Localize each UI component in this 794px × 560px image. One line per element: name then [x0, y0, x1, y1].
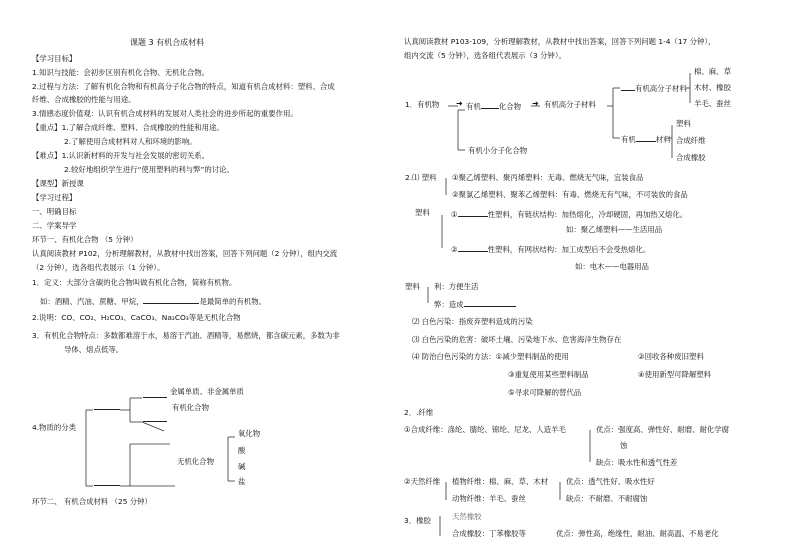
white-pollution-prevent: ⑷ 防治白色污染的方法：①减少塑料制品的使用	[412, 352, 569, 361]
salt: 盐	[238, 477, 246, 486]
synthetic-a: 有机	[621, 135, 636, 144]
synthetic-fiber-dis: 缺点：吸水性和透气性差	[596, 458, 678, 467]
example-blank[interactable]	[143, 296, 199, 304]
classification-label: 4.物质的分类	[32, 423, 77, 432]
key-point-1: 【重点】1.了解合成纤维、塑料、合成橡胶的性能和用途。	[32, 123, 224, 132]
arrow-icon: ➜	[532, 99, 539, 108]
process-header: 【学习过程】	[32, 193, 77, 202]
plastic-type-2: ②聚氯乙烯塑料、聚苯乙烯塑料：有毒、燃烧无有气味，不可装放的食品	[452, 190, 688, 199]
organic-compound-right: 化合物	[498, 102, 521, 111]
plastic-pro: 利：方便生活	[434, 282, 479, 291]
inorganic-compound: 无机化合物	[177, 457, 214, 466]
organic-features: 3．有机化合物特点：多数都难溶于水，易溶于汽油、酒精等，易燃烧，都含碳元素，多数为非	[32, 331, 340, 340]
blank-mixture[interactable]	[94, 478, 120, 486]
blank-synthetic[interactable]	[636, 134, 656, 142]
note-inorganic: 2.说明：CO、CO₂、H₂CO₃、CaCO₃、Na₂CO₃等是无机化合物	[32, 313, 241, 322]
plastic-item: 塑料	[676, 119, 691, 128]
synthetic-fiber-adv: 优点：强度高、弹性好、耐磨、耐化学腐	[596, 425, 730, 434]
example-text: 如：酒精、汽油、蔗糖、甲烷，	[40, 297, 144, 306]
definition: 1．定义：大部分含碳的化合物叫做有机化合物，简称有机物。	[32, 278, 237, 287]
link-2: 环节二、 有机合成材料 （25 分钟）	[32, 497, 152, 506]
prevent-4: ④使用新型可降解塑料	[638, 370, 712, 379]
reading-instruction-2: 认真阅读教材 P103-109，分析理解教材，从教材中找出答案，回答下列问题 1-4（17 分钟），	[404, 37, 716, 46]
example-line	[40, 296, 266, 307]
synthetic-b: 材料	[655, 135, 671, 144]
link-1: 环节一、有机化合物 （5 分钟）	[32, 235, 138, 244]
difficulty-1: 【难点】1.认识新材料的开发与社会发展的密切关系。	[32, 151, 210, 160]
section-1: 一、明确目标	[32, 207, 77, 216]
blank-polymer[interactable]	[481, 101, 499, 109]
organic-small: 有机	[466, 102, 481, 111]
natural-2: 木材、橡胶	[694, 83, 731, 92]
natural-3: 羊毛、蚕丝	[694, 99, 731, 108]
plastic-con-line	[434, 299, 516, 310]
prevent-5: ⑤寻求可降解的替代品	[508, 388, 582, 397]
blank-natural[interactable]	[621, 83, 635, 91]
organic-polymer: 有机高分子材料	[544, 100, 596, 109]
low-molecular: 有机小分子化合物	[468, 146, 528, 155]
objectives-header: 【学习目标】	[32, 54, 77, 63]
synthetic-rubber-adv: 优点：弹性高，绝缘性，耐油、耐高温、不易老化	[556, 529, 719, 538]
oxide: 氧化物	[238, 429, 261, 438]
objective-2: 2.过程与方法：了解有机化合物和有机高分子化合物的特点，知道有机合成材料：塑料、合成	[32, 82, 335, 91]
natural-polymer: 有机高分子材料	[635, 84, 687, 93]
blank-thermoset[interactable]	[458, 244, 488, 252]
lesson-type: 【课型】新授课	[32, 179, 84, 188]
organic-small-line	[466, 101, 521, 112]
blank-pure[interactable]	[94, 402, 120, 410]
thermoset-num: ②	[451, 245, 458, 254]
natural-rubber: 天然橡胶	[452, 512, 482, 521]
white-pollution-def: ⑵ 白色污染：指废弃塑料造成的污染	[412, 317, 533, 326]
fiber-item: 合成纤维	[676, 136, 706, 145]
blank-pollution[interactable]	[464, 299, 516, 307]
synthetic-fiber-adv-cont: 蚀	[620, 441, 628, 450]
reading-instruction-1: 认真阅读教材 P102，分析理解教材，从教材中找出答案，回答下列问题（2 分钟），组内交流	[32, 249, 338, 258]
synthetic-fiber: ①合成纤维：涤纶、腈纶、锦纶、尼龙、人造羊毛	[404, 425, 566, 434]
plastic-section-label: 2.⑴ 塑料	[405, 173, 437, 182]
blank-element[interactable]	[143, 390, 167, 398]
thermoplastic-line	[451, 209, 687, 220]
organic-features-cont: 导体、熔点低等。	[64, 345, 124, 354]
objective-3: 3.情感态度价值观：认识有机合成材料的发展对人类社会的进步所起的重要作用。	[32, 109, 298, 118]
rubber-item: 合成橡胶	[676, 153, 706, 162]
arrow-icon: ➜	[456, 99, 463, 108]
natural-fiber-adv: 优点：透气性好、吸水性好	[566, 477, 655, 486]
blank-thermoplastic[interactable]	[458, 209, 488, 217]
synthetic-line	[621, 134, 671, 145]
natural-1: 棉、麻、草	[694, 67, 731, 76]
plastic-pros-label: 塑料	[405, 282, 420, 291]
plastic-type-1: ①聚乙烯塑料、聚丙烯塑料：无毒、燃烧无气味，宜装食品	[452, 173, 644, 182]
prevent-2: ②回收各种废旧塑料	[638, 352, 704, 361]
natural-polymer-line	[621, 83, 687, 94]
thermoset-desc: 性塑料，有网状结构：加工成型后不会受热熔化。	[487, 245, 651, 254]
rubber-title: 3．橡胶	[404, 516, 431, 525]
thermoplastic-desc: 性塑料，有链状结构：加热熔化，冷却硬固，再加热又熔化。	[487, 210, 688, 219]
objective-1: 1.知识与技能：会初步区别有机化合物、无机化合物。	[32, 68, 210, 77]
white-pollution-harm: ⑶ 白色污染的危害：破坏土壤、污染地下水、危害海洋生物存在	[412, 335, 622, 344]
key-point-2: 2.了解使用合成材料对人和环境的影响。	[64, 137, 197, 146]
synthetic-rubber: 合成橡胶：丁苯橡胶等	[452, 529, 526, 538]
thermo-num: ①	[451, 210, 458, 219]
organic-compound: 有机化合物	[172, 403, 209, 412]
plastic-con: 弊：造成	[434, 300, 464, 309]
objective-2-cont: 纤维、合成橡胶的性能与用途。	[32, 95, 136, 104]
page-title: 课题 3 有机合成材料	[130, 38, 205, 47]
reading-instruction-2-cont: 组内交流（5 分钟），选各组代表展示（3 分钟）。	[404, 51, 566, 60]
acid: 酸	[238, 446, 246, 455]
example-tail: 是最简单的有机物。	[199, 297, 267, 306]
thermoset-line	[451, 244, 650, 255]
plastic-label-2: 塑料	[415, 208, 430, 217]
metal-nonmetal: 金属单质、非金属单质	[170, 387, 244, 396]
thermoset-example: 如：电木——电器用品	[575, 262, 649, 271]
prevent-3: ③重复使用某些塑料制品	[508, 370, 589, 379]
difficulty-2: 2.较好地组织学生进行“使用塑料的利与弊”的讨论。	[64, 165, 234, 174]
natural-fiber-dis: 缺点：不耐磨、不耐腐蚀	[566, 494, 648, 503]
fiber-title: 2．.纤维	[404, 408, 434, 417]
blank-compound[interactable]	[143, 414, 167, 422]
plant-fiber: 植物纤维：棉、麻、草、木材	[452, 477, 549, 486]
base: 碱	[238, 462, 246, 471]
organic-label: 1．有机物	[405, 100, 440, 109]
section-2: 二、学案导学	[32, 221, 77, 230]
animal-fiber: 动物纤维：羊毛、蚕丝	[452, 494, 526, 503]
natural-fiber: ②天然纤维	[404, 477, 441, 486]
reading-instruction-1-cont: （2 分钟），选各组代表展示（1 分钟）。	[32, 263, 165, 272]
thermoplastic-example: 如：聚乙烯塑料——生活用品	[566, 225, 663, 234]
